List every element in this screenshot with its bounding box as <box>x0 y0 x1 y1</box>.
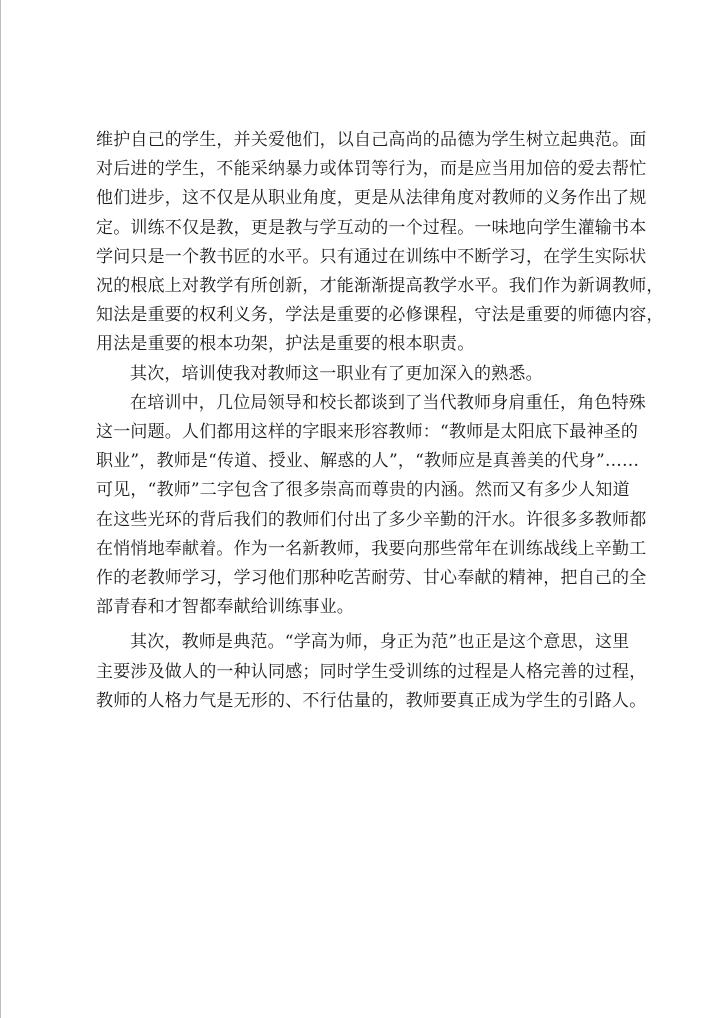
text-line: 职业”，教师是“传道、授业、解惑的人”，“教师应是真善美的代身”…… <box>96 451 640 472</box>
page-frame-line <box>0 0 1 1018</box>
text-line: 知法是重要的权利义务，学法是重要的必修课程，守法是重要的师德内容， <box>96 305 664 326</box>
text-line: 他们进步，这不仅是从职业角度，更是从法律角度对教师的义务作出了规 <box>96 188 647 209</box>
text-line: 维护自己的学生，并关爱他们，以自己高尚的品德为学生树立起典范。面 <box>96 130 647 150</box>
text-line: 其次，培训使我对教师这一职业有了更加深入的熟悉。 <box>130 363 543 384</box>
document-page <box>96 126 664 716</box>
text-line: 主要涉及做人的一种认同感；同时学生受训练的过程是人格完善的过程， <box>96 661 647 682</box>
text-line: 况的根底上对教学有所创新，才能渐渐提高教学水平。我们作为新调教师， <box>96 276 664 297</box>
paragraph-3 <box>96 389 647 623</box>
text-line: 其次，教师是典范。“学高为师，身正为范”也正是这个意思，这里 <box>130 632 630 653</box>
text-line: 教师的人格力气是无形的、不行估量的，教师要真正成为学生的引路人。 <box>96 690 647 711</box>
text-line: 在培训中，几位局领导和校长都谈到了当代教师身肩重任，角色特殊 <box>130 392 646 413</box>
text-line: 对后进的学生，不能采纳暴力或体罚等行为，而是应当用加倍的爱去帮忙 <box>96 159 647 180</box>
paragraph-1 <box>96 126 664 360</box>
text-line: 用法是重要的根本功架，护法是重要的根本职责。 <box>96 334 475 355</box>
text-line: 可见，“教师”二字包含了很多崇高而尊贵的内涵。然而又有多少人知道 <box>96 480 630 501</box>
paragraph-2 <box>96 360 634 389</box>
text-line: 学问只是一个教书匠的水平。只有通过在训练中不断学习，在学生实际状 <box>96 246 647 267</box>
text-line: 在这些光环的背后我们的教师们付出了多少辛勤的汗水。许很多多教师都 <box>96 509 647 530</box>
paragraph-4 <box>96 628 647 716</box>
text-line: 作的老教师学习，学习他们那种吃苦耐劳、甘心奉献的精神，把自己的全 <box>96 568 647 589</box>
text-line: 部青春和才智都奉献给训练事业。 <box>96 597 354 618</box>
text-line: 在悄悄地奉献着。作为一名新教师，我要向那些常年在训练战线上辛勤工 <box>96 538 647 559</box>
text-line: 定。训练不仅是教，更是教与学互动的一个过程。一味地向学生灌输书本 <box>96 217 647 238</box>
text-line: 这一问题。人们都用这样的字眼来形容教师：“教师是太阳底下最神圣的 <box>96 422 639 443</box>
